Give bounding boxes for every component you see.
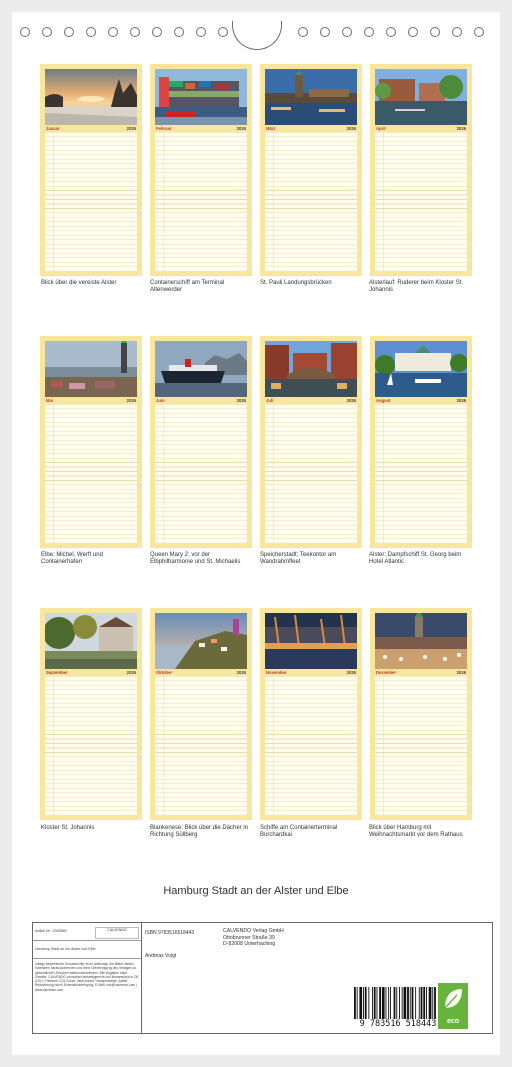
day-grid (155, 404, 247, 543)
month-header (155, 669, 247, 676)
eco-badge (438, 983, 468, 1029)
day-grid (155, 132, 247, 271)
photo-speicherstadt (265, 341, 357, 397)
barcode-bar (390, 987, 391, 1019)
barcode-bar (386, 987, 387, 1019)
month-march (260, 64, 362, 276)
binding-hole (364, 27, 374, 37)
calendar-title: Hamburg Stadt an der Alster und Elbe (163, 885, 349, 897)
month-november (260, 608, 362, 820)
binding-hole (430, 27, 440, 37)
day-grid (45, 676, 137, 815)
day-grid (375, 132, 467, 271)
barcode-bar (382, 987, 385, 1019)
photo-blankenese (155, 613, 247, 669)
month-name: Juli (266, 398, 274, 403)
photo-frozen-alster (45, 69, 137, 125)
caption-july: Speicherstadt: Teekontor am Wandrahmfleet (260, 552, 337, 565)
barcode-bar (374, 987, 376, 1019)
barcode-bar (394, 987, 396, 1019)
month-name: September (46, 670, 68, 675)
publisher-name: CALVENDO Verlag GmbH (223, 928, 284, 934)
month-september (40, 608, 142, 820)
publisher-city: D-82008 Unterhaching (223, 941, 276, 948)
barcode-bar (423, 987, 425, 1019)
binding-hole (218, 27, 228, 37)
month-december (370, 608, 472, 820)
month-name: Oktober (156, 670, 173, 675)
barcode-bar (399, 987, 400, 1019)
caption-october: Blankenese: Blick über die Dächer in Richtung Süllberg (150, 825, 249, 838)
day-grid (265, 676, 357, 815)
barcode-bar (402, 987, 403, 1019)
calendar-page (12, 12, 500, 1055)
caption-september: Kloster St. Johannis (41, 825, 95, 831)
binding-hole (64, 27, 74, 37)
month-name: Januar (46, 126, 60, 131)
binding-hole (130, 27, 140, 37)
month-header (265, 397, 357, 404)
barcode-bar (412, 987, 414, 1019)
binding-hole (408, 27, 418, 37)
month-header (375, 125, 467, 132)
binding-hole (20, 27, 30, 37)
month-july (260, 336, 362, 548)
binding-hole (320, 27, 330, 37)
month-name: Juni (156, 398, 165, 403)
month-name: August (376, 398, 391, 403)
calvendo-logo-text: CALVENDO (107, 928, 127, 932)
barcode-bar (368, 987, 369, 1019)
barcode-bar (404, 987, 407, 1019)
publisher-address (223, 928, 343, 948)
month-header (45, 669, 137, 676)
month-name: Februar (156, 126, 172, 131)
month-header (45, 397, 137, 404)
photo-weihnachtsmarkt (375, 613, 467, 669)
photo-queen-mary (155, 341, 247, 397)
barcode-bar (388, 987, 389, 1019)
binding-hole (474, 27, 484, 37)
binding-hole (42, 27, 52, 37)
month-january (40, 64, 142, 276)
month-april (370, 64, 472, 276)
month-year: 2026 (236, 126, 246, 131)
month-name: März (266, 126, 276, 131)
leaf-icon (442, 987, 464, 1011)
caption-december: Blick über Hamburg mit Weihnachtsmarkt vor dem Rathaus (369, 825, 463, 838)
month-year: 2026 (456, 126, 466, 131)
barcode-bar (415, 987, 416, 1019)
eco-label: eco (446, 1018, 460, 1025)
day-grid (155, 676, 247, 815)
month-header (155, 397, 247, 404)
month-header (375, 669, 467, 676)
hanger-notch (232, 21, 282, 50)
month-june (150, 336, 252, 548)
binding-hole (298, 27, 308, 37)
photo-kloster (45, 613, 137, 669)
barcode-bar (421, 987, 423, 1019)
photo-hotel-atlantic (375, 341, 467, 397)
binding-hole (152, 27, 162, 37)
caption-august: Alster: Dampfschiff St. Georg beim Hotel Atlantic (369, 552, 462, 565)
month-august (370, 336, 472, 548)
barcode-bar (377, 987, 378, 1019)
day-grid (265, 404, 357, 543)
binding-hole (452, 27, 462, 37)
caption-march: St. Pauli Landungsbrücken (260, 280, 332, 286)
month-october (150, 608, 252, 820)
barcode-bar (432, 987, 433, 1019)
month-header (45, 125, 137, 132)
binding-hole (108, 27, 118, 37)
legal-text: Infolge bestehender Schutzrechte ist es untersagt, die Bilder dieses Kalenders herauszutrennen und ohne Genehmigung des Verlages zu gewerblichen Zwecken weiterzuverwenden. Alle Angaben ohne Gewähr. CALVENDO produziert bedarfsgerecht und klimaneutral in DE & EU. Premium CO2-Druck; dank kurzer Transportwege. Abfall-Reduzierung durch Einzelstückfertigung. E-Mail: info@calvendo.com | www.calvendo.com (35, 962, 139, 992)
month-february (150, 64, 252, 276)
barcode-bar (379, 987, 381, 1019)
barcode-bar (396, 987, 397, 1019)
barcode-bar (363, 987, 364, 1019)
month-name: April (376, 126, 386, 131)
barcode-bar (357, 987, 358, 1019)
month-header (265, 669, 357, 676)
author: Andreas Voigt (145, 953, 177, 959)
photo-container-ship (155, 69, 247, 125)
caption-november: Schiffe am Containerterminal Burchardkai (260, 825, 338, 838)
month-may (40, 336, 142, 548)
month-name: November (266, 670, 287, 675)
binding-hole (174, 27, 184, 37)
day-grid (265, 132, 357, 271)
photo-alsterlauf (375, 69, 467, 125)
binding-hole (86, 27, 96, 37)
month-year: 2026 (346, 398, 356, 403)
month-year: 2026 (126, 126, 136, 131)
imprint-left-column (33, 923, 142, 1033)
barcode-bar (365, 987, 367, 1019)
caption-april: Alsterlauf: Ruderer beim Kloster St. Johannis (369, 280, 464, 293)
month-year: 2026 (346, 126, 356, 131)
calvendo-logo (95, 927, 139, 939)
article-number: Artikel Nr.: 2090889 (35, 929, 67, 933)
barcode-number: 9 783516 518443 (359, 1019, 437, 1029)
barcode-bar (426, 987, 427, 1019)
article-row (33, 923, 141, 941)
day-grid (375, 404, 467, 543)
publisher-street: Ottobrunner Straße 39 (223, 934, 275, 941)
imprint-box (32, 922, 493, 1034)
binding-hole (196, 27, 206, 37)
month-name: Mai (46, 398, 53, 403)
caption-june: Queen Mary 2: vor der Elbphilharmonie und St. Michaelis (150, 552, 241, 565)
day-grid (45, 132, 137, 271)
month-year: 2026 (126, 398, 136, 403)
month-header (155, 125, 247, 132)
short-title-row (33, 941, 141, 959)
month-year: 2026 (456, 670, 466, 675)
barcode-bar (354, 987, 356, 1019)
photo-landungsbruecken (265, 69, 357, 125)
photo-elbe-michel (45, 341, 137, 397)
short-title: Hamburg Stadt an der Alster und Elbe (35, 947, 96, 951)
barcode-bar (372, 987, 373, 1019)
binding-holes (12, 27, 500, 43)
photo-burchardkai (265, 613, 357, 669)
month-name: Dezember (376, 670, 397, 675)
barcode-bar (429, 987, 432, 1019)
barcode-bar (434, 987, 436, 1019)
barcode-bar (419, 987, 420, 1019)
month-year: 2026 (126, 670, 136, 675)
binding-hole (342, 27, 352, 37)
month-header (265, 125, 357, 132)
barcode-bar (407, 987, 409, 1019)
barcode-bar (410, 987, 411, 1019)
month-year: 2026 (456, 398, 466, 403)
isbn: ISBN 9783516518443 (145, 930, 195, 936)
caption-may: Elbe: Michel, Werft und Containerhafen (41, 552, 103, 565)
day-grid (45, 404, 137, 543)
month-header (375, 397, 467, 404)
caption-january: Blick über die vereiste Alster (41, 280, 117, 286)
barcode-bar (359, 987, 362, 1019)
month-year: 2026 (346, 670, 356, 675)
binding-hole (386, 27, 396, 37)
month-year: 2026 (236, 670, 246, 675)
month-year: 2026 (236, 398, 246, 403)
barcode (346, 985, 450, 1031)
caption-february: Containerschiff am Terminal Altenwerder (150, 280, 225, 293)
day-grid (375, 676, 467, 815)
